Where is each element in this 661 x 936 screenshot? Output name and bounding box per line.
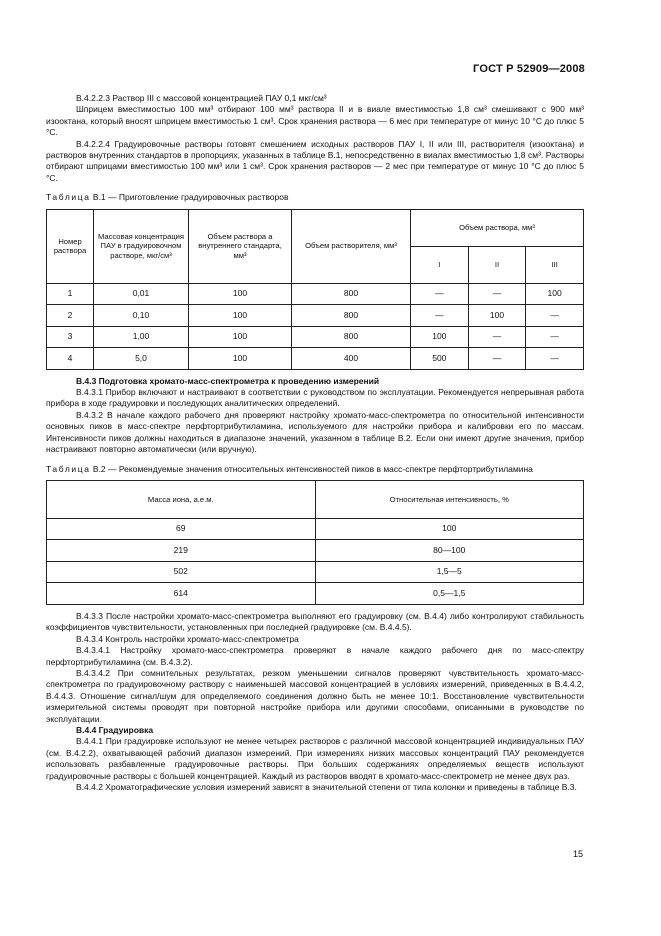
paragraph: В.4.3.2 В начале каждого рабочего дня проверяют настройку хромато-масс-спектрометра по относительной интенсивности основных пиков в масс-спектре перфтортрибутиламина, используемого для настройки прибора и калибровки его по массам. Интенсивности пиков должны находиться в диапазоне значений, указанном в таблице В.2. Если они имеют другие значения, прибор настраивают повторно автоматически (или вручную). xyxy=(46,409,584,455)
table-cell: — xyxy=(468,326,526,348)
table-cell: 3 xyxy=(47,326,94,348)
col-header-num: Номер раствора xyxy=(47,209,94,283)
table-row xyxy=(47,305,584,327)
table-cell: — xyxy=(526,326,584,348)
table-row xyxy=(47,561,584,583)
paragraph: В.4.3.4.2 При сомнительных результатах, резком уменьшении сигналов проверяют чувствительность хромато-масс-спектрометра по градуировочному раствору с наименьшей массовой концентрацией в условиях измерений, приведенных в В.4.4.2, В.4.4.3. Отношение сигнал/шум для определяемого соединения должно быть не менее 10:1. Восстановление чувствительности измерительной системы проводят при повторной настройке прибора или другими способами, описанными в руководстве по эксплуатации. xyxy=(46,667,584,724)
table-row xyxy=(47,518,584,540)
section-heading: В.4.3 Подготовка хромато-масс-спектрометра к проведению измерений xyxy=(76,375,380,386)
table-cell: 500 xyxy=(411,348,469,370)
table-row xyxy=(47,326,584,348)
table-caption xyxy=(46,464,584,475)
table-row xyxy=(47,583,584,605)
table-cell: — xyxy=(526,305,584,327)
paragraph: В.4.3.4 Контроль настройки хромато-масс-спектрометра xyxy=(76,633,299,644)
table-cell: 100 xyxy=(189,283,292,305)
page-content xyxy=(46,93,584,793)
table-cell: 80—100 xyxy=(315,540,584,562)
paragraph: В.4.2.2.4 Градуировочные растворы готовят смешением исходных растворов ПАУ I, II или III, растворителя (изооктана) и растворов внутренних стандартов в пропорциях, указанных в таблице В.1, непосредственно в виалах вместимостью 1,8 см³. Растворы отбирают шприцами вместимостью 100 мм³ или 1 см³. Срок хранения растворов — 2 мес при температуре от минус 10 °С до плюс 5 °С. xyxy=(46,138,584,183)
paragraph: В.4.4.2 Хроматографические условия измерений зависят в значительной степени от типа колонки и приведены в таблице В.3. xyxy=(76,782,577,792)
table-cell: 100 xyxy=(411,326,469,348)
table-cell: 4 xyxy=(47,348,94,370)
table-cell: 800 xyxy=(292,326,411,348)
section-heading: В.4.4 Градуировка xyxy=(76,724,154,735)
col-header-sub-3: III xyxy=(526,246,584,283)
table-cell: — xyxy=(526,348,584,370)
page-number: 15 xyxy=(572,849,583,859)
col-header-vol-solvent: Объем растворителя, мм³ xyxy=(292,209,411,283)
table-cell: — xyxy=(468,348,526,370)
table-cell: 502 xyxy=(47,561,316,583)
table-caption-word: Таблица xyxy=(46,463,91,474)
paragraph: В.4.3.4.1 Настройку хромато-масс-спектрометра проверяют в начале каждого рабочего дня по масс-спектру перфтортрибутиламина (см. В.4.3.2). xyxy=(46,645,584,667)
table-row xyxy=(47,348,584,370)
table-cell: 100 xyxy=(315,518,584,540)
col-header-vol-group: Объем раствора, мм³ xyxy=(411,209,584,246)
table-cell: 219 xyxy=(47,540,316,562)
document-code: ГОСТ Р 52909—2008 xyxy=(473,63,585,75)
table-cell: — xyxy=(468,283,526,305)
table-cell: 100 xyxy=(468,305,526,327)
table-row xyxy=(47,540,584,562)
col-header-sub-1: I xyxy=(411,246,469,283)
table-cell: 0,10 xyxy=(94,305,189,327)
table-cell: 2 xyxy=(47,305,94,327)
table-row xyxy=(47,283,584,305)
col-header-vol-std: Объем раствора а внутреннего стандарта, мм³ xyxy=(189,209,292,283)
table-cell: — xyxy=(411,305,469,327)
paragraph: Шприцем вместимостью 100 мм³ отбирают 100 мм³ раствора II и в виале вместимостью 1,8 см³ смешивают с 900 мм³ изооктана, который вносят шприцем вместимостью 1 см³. Срок хранения раствора — 6 мес при температуре от минус 10 °С до плюс 5 °С. xyxy=(46,104,584,138)
table-cell: 800 xyxy=(292,283,411,305)
col-header-intensity: Относительная интенсивность, % xyxy=(315,480,584,518)
paragraph: В.4.3.1 Прибор включают и настраивают в соответствии с руководством по эксплуатации. Рекомендуется непрерывная работа прибора в ходе градуировки и последующих аналитических определений. xyxy=(46,387,584,409)
table-cell: 0,01 xyxy=(94,283,189,305)
table-cell: 100 xyxy=(189,348,292,370)
table-cell: 1,00 xyxy=(94,326,189,348)
table-cell: 69 xyxy=(47,518,316,540)
table-intensities xyxy=(46,480,584,605)
table-cell: 800 xyxy=(292,305,411,327)
table-preparation xyxy=(46,209,584,370)
col-header-conc: Массовая концентрация ПАУ в градуировочном растворе, мкг/см³ xyxy=(94,209,189,283)
col-header-sub-2: II xyxy=(468,246,526,283)
table-caption xyxy=(46,192,584,203)
paragraph: В.4.2.2.3 Раствор III с массовой концентрацией ПАУ 0,1 мкг/см³ xyxy=(76,93,327,103)
table-cell: 0,5—1,5 xyxy=(315,583,584,605)
table-cell: 400 xyxy=(292,348,411,370)
paragraph: В.4.4.1 При градуировке используют не менее четырех растворов с различной массовой концентрацией индивидуальных ПАУ (см. В.4.2.2), охватывающей рабочий диапазон измерений. При измерениях низких массовых концентраций ПАУ рекомендуется использовать разбавленные градуировочные растворы. При больших содержаниях определяемых веществ используют градуировочные растворы с большей концентрацией. Каждый из растворов вводят в хромато-масс-спектрометр не менее двух раз. xyxy=(46,736,584,781)
table-cell: 1 xyxy=(47,283,94,305)
table-cell: 614 xyxy=(47,583,316,605)
table-cell: 100 xyxy=(189,326,292,348)
table-caption-text: В.2 — Рекомендуемые значения относительных интенсивностей пиков в масс-спектре перфтортрибутиламина xyxy=(92,463,533,474)
col-header-mass: Масса иона, а.е.м. xyxy=(47,480,316,518)
table-cell: 100 xyxy=(526,283,584,305)
table-caption-text: В.1 — Приготовление градуировочных растворов xyxy=(92,192,289,203)
paragraph: В.4.3.3 После настройки хромато-масс-спектрометра выполняют его градуировку (см. В.4.4) либо контролируют стабильность коэффициентов чувствительности, установленных при последней градуировке (см. В.4.4.5). xyxy=(46,610,584,633)
table-cell: 1,5—5 xyxy=(315,561,584,583)
table-caption-word: Таблица xyxy=(46,192,91,203)
table-cell: 100 xyxy=(189,305,292,327)
table-cell: 5,0 xyxy=(94,348,189,370)
table-cell: — xyxy=(411,283,469,305)
